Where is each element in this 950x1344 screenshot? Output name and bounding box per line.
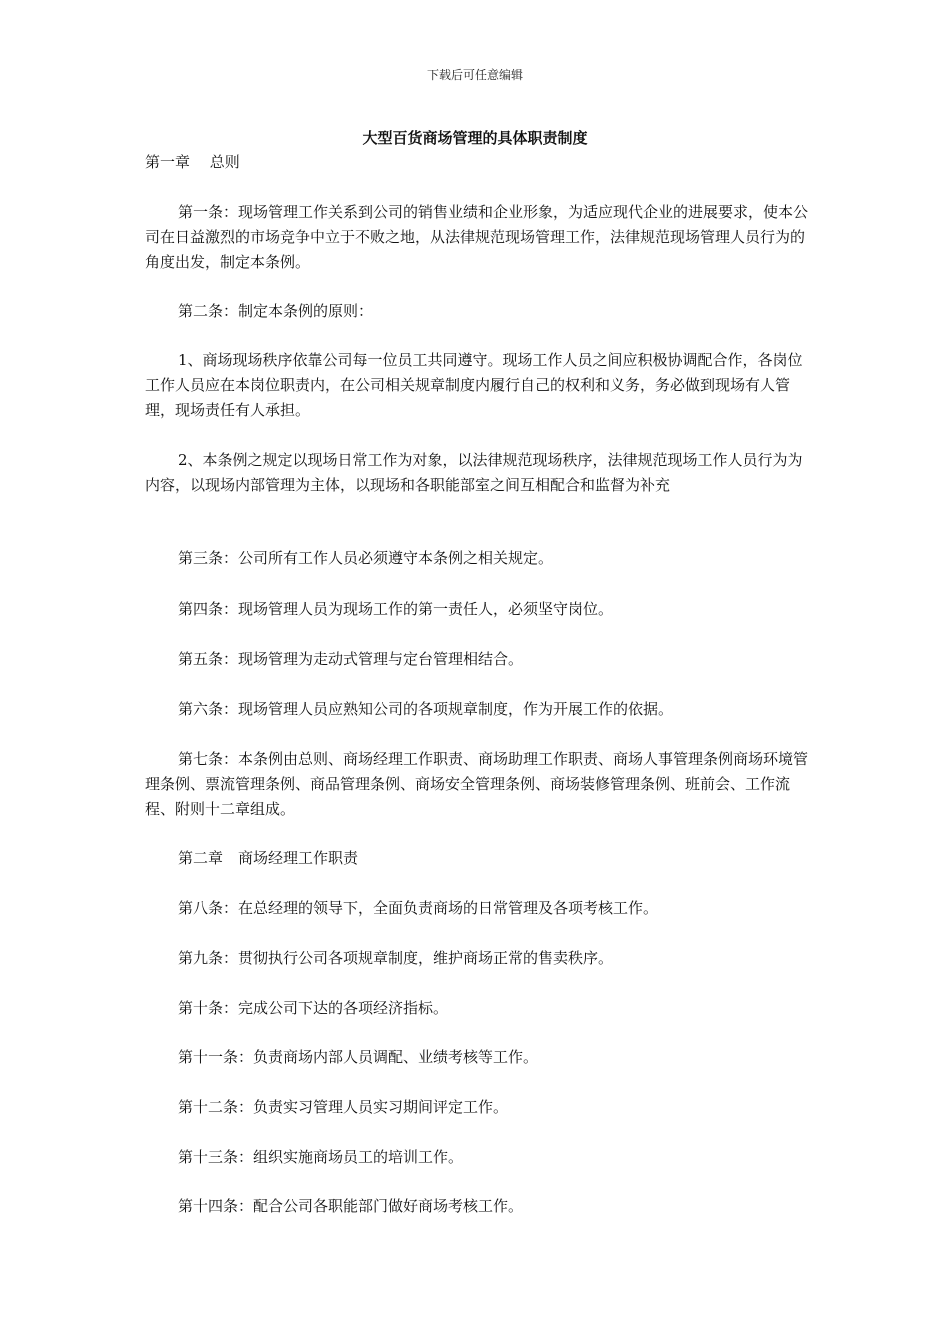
principle-2: 2、本条例之规定以现场日常工作为对象，以法律规范现场秩序，法律规范现场工作人员行为为内容，以现场内部管理为主体，以现场和各职能部室之间互相配合和监督为补充	[145, 451, 803, 494]
article-3: 第三条：公司所有工作人员必须遵守本条例之相关规定。	[178, 549, 554, 567]
article-2: 第二条：制定本条例的原则：	[178, 302, 374, 320]
article-4: 第四条：现场管理人员为现场工作的第一责任人，必须坚守岗位。	[178, 600, 614, 618]
chapter-heading-2: 第二章 商场经理工作职责	[178, 849, 359, 867]
article-7: 第七条：本条例由总则、商场经理工作职责、商场助理工作职责、商场人事管理条例商场环境管理条例、票流管理条例、商品管理条例、商场安全管理条例、商场装修管理条例、班前会、工作流程、附则十二章组成。	[145, 750, 809, 818]
article-1: 第一条：现场管理工作关系到公司的销售业绩和企业形象，为适应现代企业的进展要求，使本公司在日益激烈的市场竞争中立于不败之地，从法律规范现场管理工作，法律规范现场管理人员行为的角度出发，制定本条例。	[145, 203, 809, 271]
article-10: 第十条：完成公司下达的各项经济指标。	[178, 999, 449, 1017]
chapter-heading-1: 第一章 总则	[145, 153, 240, 171]
article-5: 第五条：现场管理为走动式管理与定台管理相结合。	[178, 650, 524, 668]
article-9: 第九条：贯彻执行公司各项规章制度，维护商场正常的售卖秩序。	[178, 949, 614, 967]
article-11: 第十一条：负责商场内部人员调配、业绩考核等工作。	[178, 1048, 539, 1066]
article-14: 第十四条：配合公司各职能部门做好商场考核工作。	[178, 1197, 524, 1215]
article-8: 第八条：在总经理的领导下，全面负责商场的日常管理及各项考核工作。	[178, 899, 659, 917]
principle-1: 1、商场现场秩序依靠公司每一位员工共同遵守。现场工作人员之间应积极协调配合作，各岗位工作人员应在本岗位职责内，在公司相关规章制度内履行自己的权利和义务，务必做到现场有人管理，现场责任有人承担。	[145, 351, 803, 419]
article-12: 第十二条：负责实习管理人员实习期间评定工作。	[178, 1098, 509, 1116]
article-13: 第十三条：组织实施商场员工的培训工作。	[178, 1148, 464, 1166]
article-6: 第六条：现场管理人员应熟知公司的各项规章制度，作为开展工作的依据。	[178, 700, 674, 718]
header-note: 下载后可任意编辑	[426, 68, 523, 82]
document-title: 大型百货商场管理的具体职责制度	[362, 129, 588, 147]
